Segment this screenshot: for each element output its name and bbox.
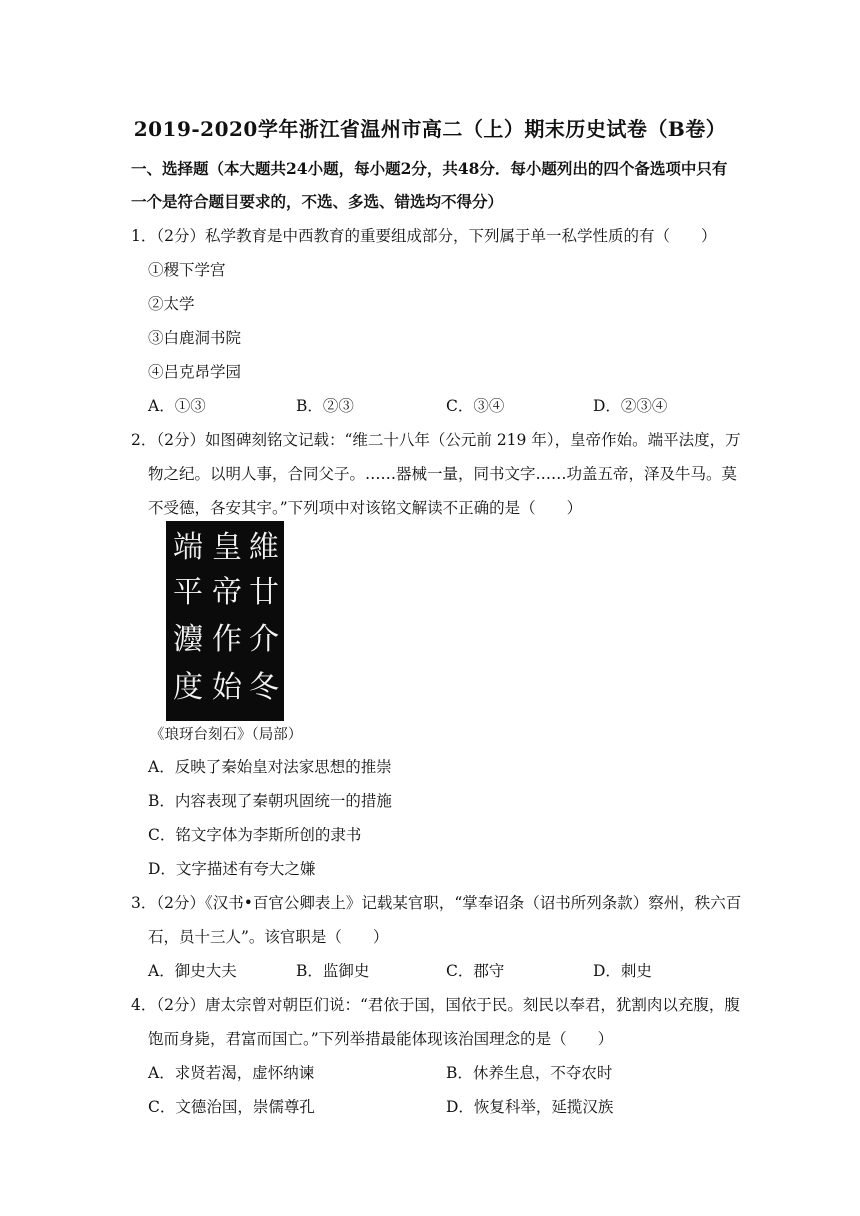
inscription-char: 皇 xyxy=(212,530,242,565)
q2-stem-line-2: 物之纪。以明人事，合同父子。……器械一量，同书文字……功盖五帝，泽及牛马。莫 xyxy=(148,465,738,483)
q3-option-d: D．刺史 xyxy=(593,962,652,980)
q3-option-c: C．郡守 xyxy=(446,962,505,980)
q3-option-a: A．御史大夫 xyxy=(148,962,237,980)
q2-option-d: D．文字描述有夸大之嫌 xyxy=(148,860,316,878)
q4-option-c: C．文德治国，崇儒尊孔 xyxy=(148,1098,315,1116)
inscription-char: 作 xyxy=(212,622,242,657)
inscription-char: 介 xyxy=(249,622,279,657)
inscription-char: 平 xyxy=(173,575,203,610)
q4-option-b: B．休养生息，不夺农时 xyxy=(446,1064,613,1082)
inscription-char: 維 xyxy=(249,530,279,565)
inscription-char: 帝 xyxy=(212,575,242,610)
q1-stem: 1．（2分）私学教育是中西教育的重要组成部分，下列属于单一私学性质的有（ ） xyxy=(131,227,717,245)
section-heading-line-1: 一、选择题（本大题共24小题，每小题2分，共48分．每小题列出的四个备选项中只有 xyxy=(131,159,728,178)
q1-option-c: C．③④ xyxy=(446,397,505,415)
q1-option-b: B．②③ xyxy=(296,397,354,415)
page-title: 2019-2020学年浙江省温州市高二（上）期末历史试卷（B卷） xyxy=(133,117,727,141)
q1-item-4: ④吕克昂学园 xyxy=(148,363,242,381)
image-caption: 《琅玡台刻石》（局部） xyxy=(150,727,303,743)
q1-option-d: D．②③④ xyxy=(593,397,668,415)
q1-item-2: ②太学 xyxy=(148,295,195,313)
q4-option-d: D．恢复科举，延揽汉族 xyxy=(446,1098,614,1116)
q4-stem-line-1: 4．（2分）唐太宗曾对朝臣们说：“君依于国，国依于民。刻民以奉君，犹割肉以充腹，腹 xyxy=(131,996,740,1014)
q4-stem-line-2: 饱而身毙，君富而国亡。”下列举措最能体现该治国理念的是（ ） xyxy=(148,1030,614,1048)
q1-option-a: A．①③ xyxy=(148,397,206,415)
inscription-char: 廿 xyxy=(249,575,279,610)
q4-option-a: A．求贤若渴，虚怀纳谏 xyxy=(148,1064,315,1082)
stone-inscription-image xyxy=(166,521,284,721)
inscription-char: 灋 xyxy=(173,622,203,657)
q3-stem-line-2: 石，员十三人”。该官职是（ ） xyxy=(148,928,389,946)
q3-stem-line-1: 3．（2分）《汉书•百官公卿表上》记载某官职，“掌奉诏条（诏书所列条款）察州，秩六百 xyxy=(131,894,742,912)
inscription-char: 度 xyxy=(173,670,203,705)
inscription-char: 冬 xyxy=(249,670,279,705)
inscription-char: 始 xyxy=(212,670,242,705)
q1-item-1: ①稷下学宫 xyxy=(148,261,226,279)
q2-option-c: C．铭文字体为李斯所创的隶书 xyxy=(148,826,362,844)
section-heading-line-2: 一个是符合题目要求的，不选、多选、错选均不得分） xyxy=(131,192,504,211)
q1-item-3: ③白鹿洞书院 xyxy=(148,329,242,347)
inscription-char: 端 xyxy=(173,530,203,565)
q2-option-b: B．内容表现了秦朝巩固统一的措施 xyxy=(148,792,392,810)
q2-stem-line-3: 不受德，各安其宇。”下列项中对该铭文解读不正确的是（ ） xyxy=(148,499,583,517)
q3-option-b: B．监御史 xyxy=(296,962,370,980)
q2-stem-line-1: 2．（2分）如图碑刻铭文记载：“维二十八年（公元前 219 年），皇帝作始。端平法度，万 xyxy=(131,431,741,449)
q2-option-a: A．反映了秦始皇对法家思想的推崇 xyxy=(148,758,392,776)
